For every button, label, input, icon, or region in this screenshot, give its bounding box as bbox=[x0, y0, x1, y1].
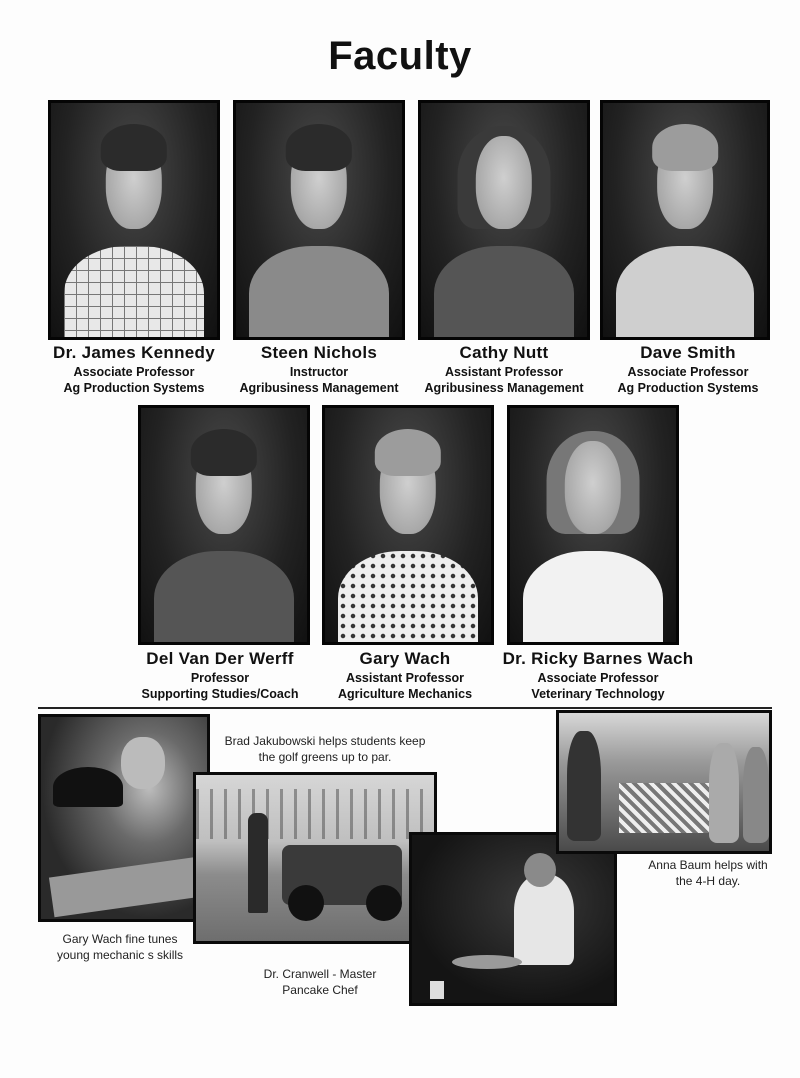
faculty-caption bbox=[488, 648, 708, 702]
faculty-dept: Agriculture Mechanics bbox=[337, 687, 473, 701]
portrait-james-kennedy bbox=[48, 100, 220, 340]
faculty-name: Dr. Ricky Barnes Wach bbox=[502, 649, 694, 668]
faculty-name: Dr. James Kennedy bbox=[53, 343, 215, 362]
section-divider bbox=[38, 707, 772, 709]
faculty-caption bbox=[120, 648, 320, 702]
portrait-ricky-barnes-wach bbox=[507, 405, 679, 645]
faculty-dept: Supporting Studies/Coach bbox=[141, 687, 299, 701]
faculty-caption bbox=[588, 342, 788, 396]
faculty-name: Dave Smith bbox=[640, 343, 736, 362]
portrait-steen-nichols bbox=[233, 100, 405, 340]
faculty-role: Assistant Professor bbox=[444, 365, 564, 379]
faculty-role: Associate Professor bbox=[627, 365, 749, 379]
faculty-dept: Agribusiness Management bbox=[424, 381, 584, 395]
candid-caption: Gary Wach fine tunes young mechanic s skills bbox=[56, 932, 184, 962]
faculty-role: Instructor bbox=[289, 365, 349, 379]
faculty-name: Steen Nichols bbox=[260, 343, 378, 362]
faculty-dept: Ag Production Systems bbox=[63, 381, 205, 395]
page-title: Faculty bbox=[328, 34, 472, 78]
faculty-role: Professor bbox=[190, 671, 250, 685]
faculty-name: Del Van Der Werff bbox=[146, 649, 294, 668]
faculty-caption bbox=[404, 342, 604, 396]
faculty-name: Gary Wach bbox=[359, 649, 451, 668]
candid-photo-4h-day bbox=[556, 710, 772, 854]
faculty-dept: Ag Production Systems bbox=[617, 381, 759, 395]
candid-photo-pancake-chef bbox=[409, 832, 617, 1006]
portrait-gary-wach bbox=[322, 405, 494, 645]
portrait-cathy-nutt bbox=[418, 100, 590, 340]
faculty-caption bbox=[34, 342, 234, 396]
candid-caption: Anna Baum helps with the 4-H day. bbox=[648, 858, 768, 888]
portrait-dave-smith bbox=[600, 100, 770, 340]
faculty-role: Associate Professor bbox=[73, 365, 195, 379]
candid-caption: Dr. Cranwell - Master Pancake Chef bbox=[263, 967, 377, 997]
faculty-dept: Veterinary Technology bbox=[531, 687, 665, 701]
candid-photo-gary-wach bbox=[38, 714, 210, 922]
faculty-caption bbox=[219, 342, 419, 396]
portrait-del-van-der-werff bbox=[138, 405, 310, 645]
candid-photo-golf-greens bbox=[193, 772, 437, 944]
faculty-name: Cathy Nutt bbox=[459, 343, 549, 362]
faculty-role: Assistant Professor bbox=[345, 671, 465, 685]
faculty-caption bbox=[305, 648, 505, 702]
faculty-role: Associate Professor bbox=[537, 671, 659, 685]
candid-caption: Brad Jakubowski helps students keep the golf greens up to par. bbox=[224, 734, 426, 764]
faculty-dept: Agribusiness Management bbox=[239, 381, 399, 395]
